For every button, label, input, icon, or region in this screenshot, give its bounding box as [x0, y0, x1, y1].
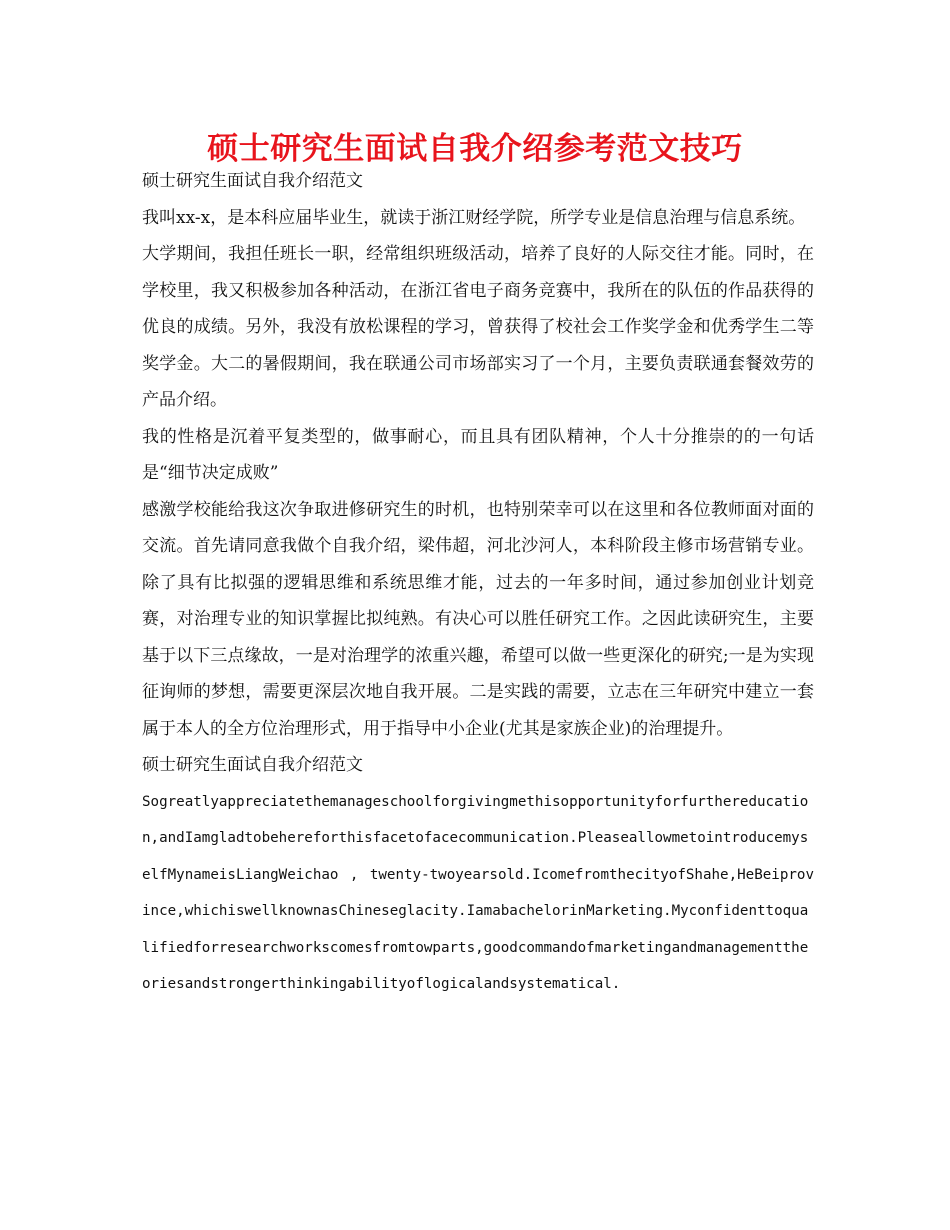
paragraph-motivation: 感激学校能给我这次争取进修研究生的时机，也特别荣幸可以在这里和各位教师面对面的交流。首先请同意我做个自我介绍，梁伟超，河北沙河人，本科阶段主修市场营销专业。除了具有比拟强的逻辑思维和系统思维才能，过去的一年多时间，通过参加创业计划竞赛，对治理专业的知识掌握比拟纯熟。有决心可以胜任研究工作。之因此读研究生，主要基于以下三点缘故，一是对治理学的浓重兴趣，希望可以做一些更深化的研究;一是为实现征询师的梦想，需要更深层次地自我开展。二是实践的需要，立志在三年研究中建立一套属于本人的全方位治理形式，用于指导中小企业(尤其是家族企业)的治理提升。 — [142, 499, 814, 739]
paragraph-university: 大学期间，我担任班长一职，经常组织班级活动，培养了良好的人际交往才能。同时，在学校里，我又积极参加各种活动，在浙江省电子商务竞赛中，我所在的队伍的作品获得的优良的成绩。另外，我没有放松课程的学习，曾获得了校社会工作奖学金和优秀学生二等奖学金。大二的暑假期间，我在联通公司市场部实习了一个月，主要负责联通套餐效劳的产品介绍。 — [142, 244, 814, 410]
paragraph-english: Sogreatlyappreciatethemanageschoolforgivingmethisopportunityforfurthereducation,andIamgladtobehereforthisfacetofacecommunication.PleaseallowmetointroducemyselfMynameisLiangWeichao , twenty-twoyearsold.IcomefromthecityofShahe,HeBeiprovince,whichiswellknownasChineseglacity.IamabachelorinMarketing.Myconfidenttoqualifiedforresearchworkscomesfromtowparts,goodcommandofmarketingandmanagementtheoriesandstrongerthinkingabilityoflogicalandsystematical. — [142, 793, 814, 992]
paragraph-heading-1: 硕士研究生面试自我介绍范文 — [142, 171, 363, 191]
paragraph-intro: 我叫xx-x，是本科应届毕业生，就读于浙江财经学院，所学专业是信息治理与信息系统。 — [142, 207, 806, 228]
document-body — [142, 163, 814, 1003]
paragraph-personality: 我的性格是沉着平复类型的，做事耐心，而且具有团队精神，个人十分推崇的的一句话是“细节决定成败” — [142, 426, 814, 483]
paragraph-heading-2: 硕士研究生面试自我介绍范文 — [142, 755, 363, 775]
document-title: 硕士研究生面试自我介绍参考范文技巧 — [207, 131, 743, 167]
